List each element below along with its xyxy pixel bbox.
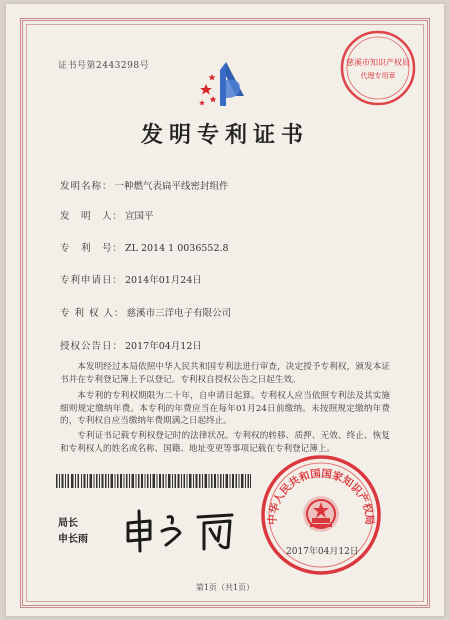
field-patentee	[60, 305, 231, 319]
paragraph-grant-statement: 本发明经过本局依照中华人民共和国专利法进行审查，决定授予专利权，颁发本证书并在专利登记簿上予以登记。专利权自授权公告之日起生效。	[60, 362, 390, 385]
director-title: 局长	[58, 518, 78, 529]
invention-name-label: 发明名称：	[60, 181, 113, 192]
field-invention-name	[60, 178, 229, 192]
barcode	[56, 474, 251, 488]
patent-no-label: 专 利 号：	[60, 243, 124, 254]
paragraph-term-and-fees: 本专利的专利权期限为二十年，自申请日起算。专利权人应当依照专利法及其实施细则规定缴纳年费。本专利的年费应当在每年01月24日前缴纳。未按照规定缴纳年费的，专利权自应当缴纳年费期满之日起终止。	[60, 391, 390, 426]
patentee-label: 专 利 权 人：	[60, 308, 125, 319]
inventor-value: 宣国平	[125, 211, 154, 222]
field-filing-date	[60, 272, 202, 286]
sipo-logo-icon	[196, 56, 252, 112]
agency-stamp	[338, 28, 418, 108]
seal-text: 中华人民共和国国家知识产权局	[266, 467, 376, 526]
filing-date-value: 2014年01月24日	[125, 275, 202, 286]
agency-stamp-subtext: 代理专用章	[360, 72, 396, 80]
field-grant-date	[60, 338, 202, 352]
invention-name-value: 一种燃气表扁平线密封组件	[114, 181, 229, 192]
director-signature	[122, 505, 242, 555]
field-inventor	[60, 208, 154, 222]
grant-date-label: 授权公告日：	[60, 341, 124, 352]
certificate-number: 证书号第2443298号	[58, 61, 150, 71]
certificate-title: 发明专利证书	[140, 122, 309, 148]
official-seal	[258, 452, 384, 578]
page-number: 第1页（共1页）	[195, 583, 255, 592]
agency-stamp-text: 慈溪市知识产权局	[346, 58, 410, 67]
paragraph-legal-status: 专利证书记载专利权登记时的法律状况。专利权的转移、质押、无效、终止、恢复和专利权人的姓名或名称、国籍、地址变更等事项记载在专利登记簿上。	[60, 431, 390, 454]
patent-no-value: ZL 2014 1 0036552.8	[125, 243, 229, 254]
patentee-value: 慈溪市三洋电子有限公司	[126, 308, 232, 319]
filing-date-label: 专利申请日：	[60, 275, 124, 286]
director-name: 申长雨	[58, 534, 88, 545]
grant-date-value: 2017年04月12日	[125, 341, 202, 352]
inventor-label: 发 明 人：	[60, 211, 124, 222]
seal-date: 2017年04月12日	[286, 547, 359, 557]
national-emblem-icon	[303, 496, 339, 532]
field-patent-no	[60, 240, 229, 254]
